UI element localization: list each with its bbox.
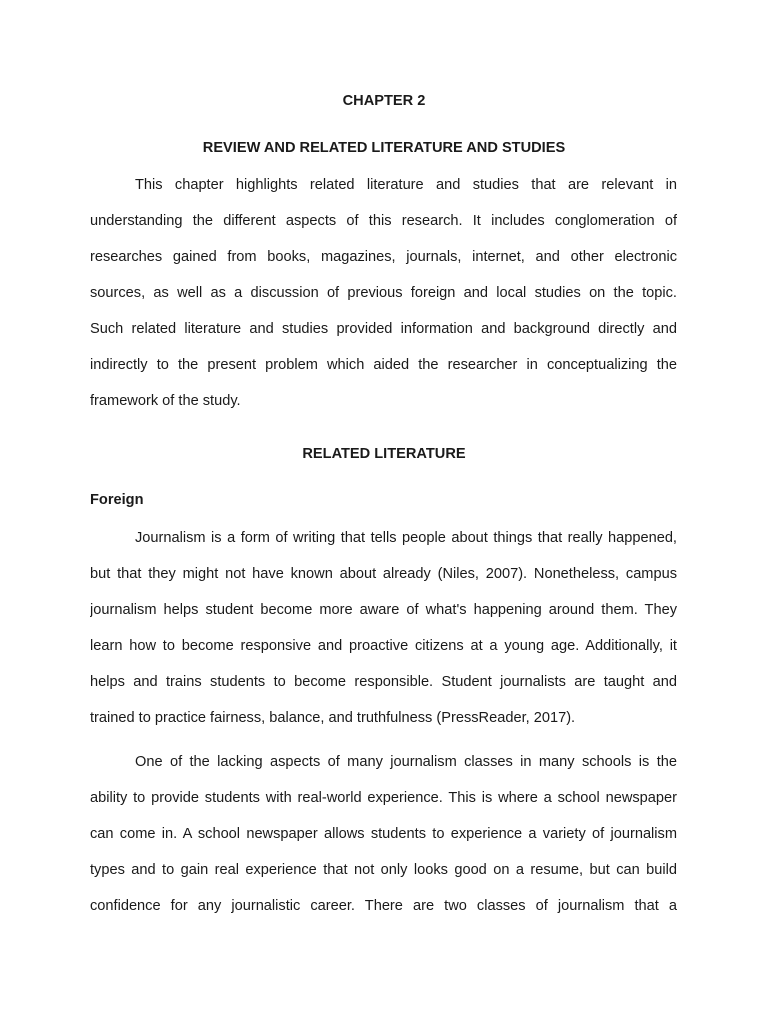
paragraph-line: sources, as well as a discussion of previous foreign and local studies on the topic. xyxy=(90,285,677,301)
paragraph-line: Journalism is a form of writing that tells people about things that really happened, xyxy=(135,530,677,546)
paragraph-line: Such related literature and studies provided information and background directly and xyxy=(90,321,677,337)
paragraph-line: helps and trains students to become responsible. Student journalists are taught and xyxy=(90,674,677,690)
intro-paragraph xyxy=(90,176,677,428)
subsection-heading: Foreign xyxy=(90,492,144,508)
paragraph-line: can come in. A school newspaper allows students to experience a variety of journalism xyxy=(90,826,677,842)
paragraph-line: but that they might not have known about already (Niles, 2007). Nonetheless, campus xyxy=(90,566,677,582)
paragraph-line: ability to provide students with real-world experience. This is where a school newspaper xyxy=(90,790,677,806)
paragraph-line: learn how to become responsive and proactive citizens at a young age. Additionally, it xyxy=(90,638,677,654)
paragraph-line: journalism helps student become more aware of what's happening around them. They xyxy=(90,602,677,618)
paragraph-line: trained to practice fairness, balance, and truthfulness (PressReader, 2017). xyxy=(90,710,576,726)
paragraph-line: types and to gain real experience that not only looks good on a resume, but can build xyxy=(90,862,677,878)
body-paragraph-1 xyxy=(90,529,677,745)
paragraph-line: researches gained from books, magazines, journals, internet, and other electronic xyxy=(90,249,677,265)
paragraph-line: indirectly to the present problem which aided the researcher in conceptualizing the xyxy=(90,357,677,373)
chapter-title: REVIEW AND RELATED LITERATURE AND STUDIES xyxy=(202,140,566,156)
body-paragraph-2 xyxy=(90,753,677,933)
paragraph-line: One of the lacking aspects of many journalism classes in many schools is the xyxy=(135,754,677,770)
paragraph-line: confidence for any journalistic career. There are two classes of journalism that a xyxy=(90,898,677,914)
section-heading: RELATED LITERATURE xyxy=(302,446,466,462)
paragraph-line: framework of the study. xyxy=(90,393,241,409)
chapter-label: CHAPTER 2 xyxy=(342,93,426,109)
paragraph-line: understanding the different aspects of this research. It includes conglomeration of xyxy=(90,213,677,229)
paragraph-line: This chapter highlights related literature and studies that are relevant in xyxy=(135,177,677,193)
